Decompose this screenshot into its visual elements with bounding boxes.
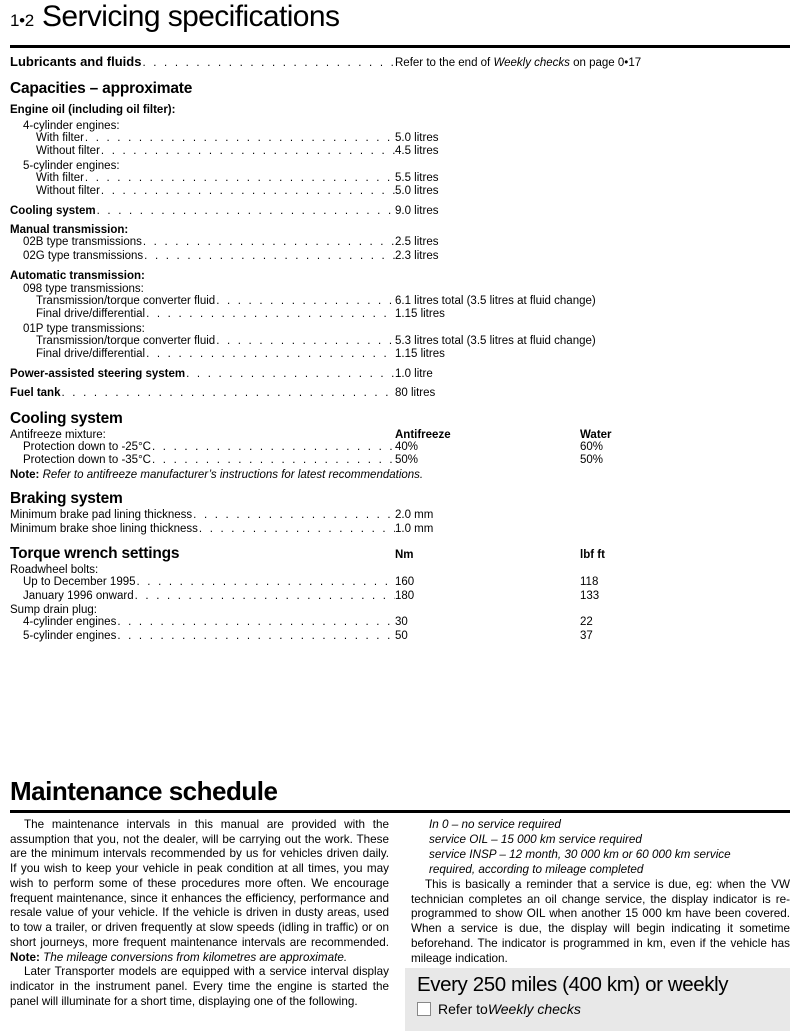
spec-row <box>10 335 790 349</box>
spec-row <box>10 308 790 322</box>
maintenance-schedule-title: Maintenance schedule <box>10 776 278 806</box>
spec-value: 2.0 mm <box>395 509 434 521</box>
dot-leader <box>142 57 395 71</box>
dot-leader <box>117 616 395 630</box>
spec-value-antifreeze: 50% <box>395 454 419 467</box>
dot-leader <box>146 348 395 362</box>
spec-row <box>10 454 790 468</box>
service-display-line: required, according to mileage completed <box>429 862 644 876</box>
spec-label: 02B type transmissions <box>23 236 142 249</box>
note-label: Note: <box>10 469 40 481</box>
dot-leader <box>144 250 395 264</box>
maintenance-paragraph-2: Later Transporter models are equipped with a service interval display indicator in the instrument panel. Every time the engine is started the panel will illuminate for a short time, displaying one of the following. <box>10 965 389 1008</box>
paragraph-text: The maintenance intervals in this manual are provided with the assumption that you, not the dealer, will be carrying out the work. These are the minimum intervals recommended by us for vehicles driven daily. If you wish to keep your vehicle in peak condition at all times, you may wish to perform some of these procedures more often. We encourage frequent maintenance, since it enhances the efficiency, performance and resale value of your vehicle. If the vehicle is driven in dusty areas, used to tow a trailer, or driven frequently at slow speeds (idling in traffic) or on short journeys, more frequent maintenance intervals are recommended. <box>10 818 389 949</box>
column-header-antifreeze: Antifreeze <box>395 428 451 441</box>
dot-leader <box>61 387 395 401</box>
note-text: Refer to antifreeze manufacturer’s instructions for latest recommendations. <box>39 469 424 481</box>
service-display-line: In 0 – no service required <box>429 818 561 831</box>
spec-label: 4-cylinder engines <box>23 616 117 629</box>
spec-row <box>10 236 790 250</box>
note-label: Note: <box>10 950 40 964</box>
maintenance-paragraph-3: This is basically a reminder that a service is due, eg: when the VW technician completes an oil change service, the display indicator is re-programmed to show OIL when another 15 000 km have been covered. When a service is due, the display will begin indicating it sometime beforehand. The indicator is programmed in km, even if the vehicle has mileage indication. <box>411 877 790 965</box>
spec-row <box>10 630 790 644</box>
spec-row <box>10 250 790 264</box>
dot-leader <box>146 308 395 322</box>
spec-label: Protection down to -25°C <box>23 440 151 453</box>
spec-row <box>10 132 790 146</box>
spec-row <box>10 576 790 590</box>
spec-value: 5.0 litres <box>395 185 439 198</box>
section-title-capacities: Capacities – approximate <box>10 79 193 97</box>
value-italic: Weekly checks <box>493 57 570 69</box>
spec-row <box>10 523 790 537</box>
subheading-engine-oil: Engine oil (including oil filter): <box>10 103 176 116</box>
spec-row <box>10 590 790 604</box>
spec-label: Fuel tank <box>10 387 61 400</box>
spec-row <box>10 295 790 309</box>
dot-leader <box>143 236 395 250</box>
interval-box <box>405 968 790 1031</box>
spec-value-lbfft: 37 <box>580 629 593 642</box>
spec-row <box>10 509 790 523</box>
spec-row-cooling-capacity <box>10 205 790 219</box>
spec-label: Without filter <box>36 145 100 158</box>
note-text: The mileage conversions from kilometres are approximate. <box>39 950 348 964</box>
column-header-nm: Nm <box>395 549 414 562</box>
value-suffix: on page 0•17 <box>569 57 642 69</box>
interval-item-prefix: Refer to <box>438 1001 488 1017</box>
specifications-body <box>10 54 790 643</box>
interval-box-title: Every 250 miles (400 km) or weekly <box>417 973 729 996</box>
column-header-lbfft: lbf ft <box>580 549 605 562</box>
section-title-torque <box>10 545 790 563</box>
spec-value-nm: 30 <box>395 616 408 629</box>
spec-value-water: 50% <box>580 454 604 467</box>
interval-box-item[interactable] <box>417 1001 581 1017</box>
interval-item-italic: Weekly checks <box>487 1001 581 1017</box>
spec-label: Lubricants and fluids <box>10 54 142 69</box>
group-label-4cyl: 4-cylinder engines: <box>23 119 120 132</box>
spec-value: 2.5 litres <box>395 236 439 249</box>
spec-row <box>10 172 790 186</box>
spec-value: 6.1 litres total (3.5 litres at fluid change) <box>395 294 596 307</box>
page-header <box>10 2 790 32</box>
spec-row <box>10 348 790 362</box>
cooling-column-headers <box>10 429 790 441</box>
spec-label: Minimum brake shoe lining thickness <box>10 522 198 535</box>
spec-value <box>395 57 790 71</box>
spec-row <box>10 441 790 455</box>
spec-value: 1.15 litres <box>395 348 445 361</box>
subheading-manual-transmission: Manual transmission: <box>10 224 129 237</box>
dot-leader <box>97 205 395 219</box>
spec-label: Final drive/differential <box>36 348 146 361</box>
spec-label: Up to December 1995 <box>23 576 136 589</box>
page-title: Servicing specifications <box>41 0 340 33</box>
spec-value-lbfft: 22 <box>580 616 593 629</box>
spec-label: With filter <box>36 171 84 184</box>
spec-row-fuel-tank <box>10 387 790 401</box>
dot-leader <box>117 630 395 644</box>
spec-label: 5-cylinder engines <box>23 629 117 642</box>
service-display-line: service OIL – 15 000 km service required <box>429 832 642 846</box>
section-title-cooling-system: Cooling system <box>10 409 123 427</box>
spec-label: Cooling system <box>10 204 96 217</box>
section-title-braking-system: Braking system <box>10 490 123 507</box>
spec-value-lbfft: 118 <box>580 576 599 589</box>
spec-row-power-steering <box>10 368 790 382</box>
dot-leader <box>85 132 395 146</box>
spec-label: Final drive/differential <box>36 308 146 321</box>
spec-value-lbfft: 133 <box>580 589 600 602</box>
spec-value: 2.3 litres <box>395 249 439 262</box>
dot-leader <box>186 368 395 382</box>
spec-row <box>10 185 790 199</box>
spec-value: 5.5 litres <box>395 171 439 184</box>
dot-leader <box>216 335 395 349</box>
spec-row-lubricants <box>10 54 790 71</box>
subheading-automatic-transmission: Automatic transmission: <box>10 269 145 282</box>
spec-label: January 1996 onward <box>23 589 134 602</box>
spec-label: Transmission/torque converter fluid <box>36 294 216 307</box>
service-display-line: service INSP – 12 month, 30 000 km or 60 000 km service <box>429 847 731 861</box>
dot-leader <box>193 509 395 523</box>
spec-label: 02G type transmissions <box>23 249 144 262</box>
service-display-list <box>411 818 790 878</box>
spec-label: Transmission/torque converter fluid <box>36 334 216 347</box>
value-prefix: Refer to the end of <box>395 57 494 69</box>
dot-leader <box>85 172 395 186</box>
maintenance-paragraph-1 <box>10 818 389 965</box>
spec-value-nm: 180 <box>395 589 415 602</box>
dot-leader <box>101 145 395 159</box>
spec-value-nm: 50 <box>395 629 408 642</box>
dot-leader <box>152 441 395 455</box>
spec-value: 5.3 litres total (3.5 litres at fluid change) <box>395 334 596 347</box>
dot-leader <box>216 295 395 309</box>
group-label-098: 098 type transmissions: <box>23 282 144 295</box>
dot-leader <box>101 185 395 199</box>
spec-value: 4.5 litres <box>395 145 439 158</box>
spec-value-antifreeze: 40% <box>395 440 419 453</box>
dot-leader <box>137 576 395 590</box>
torque-heading: Torque wrench settings <box>10 545 180 563</box>
spec-label: Minimum brake pad lining thickness <box>10 509 193 521</box>
spec-label: Power-assisted steering system <box>10 367 186 380</box>
antifreeze-note <box>10 469 790 481</box>
spec-value: 80 litres <box>395 387 436 400</box>
dot-leader <box>199 523 395 537</box>
spec-row <box>10 616 790 630</box>
spec-value: 1.0 litre <box>395 367 433 380</box>
spec-value: 9.0 litres <box>395 204 439 217</box>
maintenance-left-column <box>10 818 389 1010</box>
spec-value: 1.15 litres <box>395 308 445 321</box>
column-header-water: Water <box>580 428 612 441</box>
spec-value: 5.0 litres <box>395 131 439 144</box>
antifreeze-mixture-label: Antifreeze mixture: <box>10 428 106 441</box>
spec-row <box>10 145 790 159</box>
checkbox-icon[interactable] <box>417 1002 431 1016</box>
spec-value-water: 60% <box>580 440 604 453</box>
header-rule <box>10 45 790 48</box>
spec-label: Protection down to -35°C <box>23 454 151 467</box>
maintenance-rule <box>10 810 790 813</box>
group-label-01p: 01P type transmissions: <box>23 322 145 335</box>
group-label-roadwheel-bolts: Roadwheel bolts: <box>10 564 99 577</box>
dot-leader <box>135 590 395 604</box>
group-label-sump-drain-plug: Sump drain plug: <box>10 604 97 617</box>
dot-leader <box>152 454 395 468</box>
spec-label: Without filter <box>36 185 100 198</box>
page-number: 1•2 <box>10 11 34 30</box>
spec-value-nm: 160 <box>395 576 415 589</box>
group-label-5cyl: 5-cylinder engines: <box>23 159 120 172</box>
spec-value: 1.0 mm <box>395 522 434 535</box>
spec-label: With filter <box>36 131 84 144</box>
